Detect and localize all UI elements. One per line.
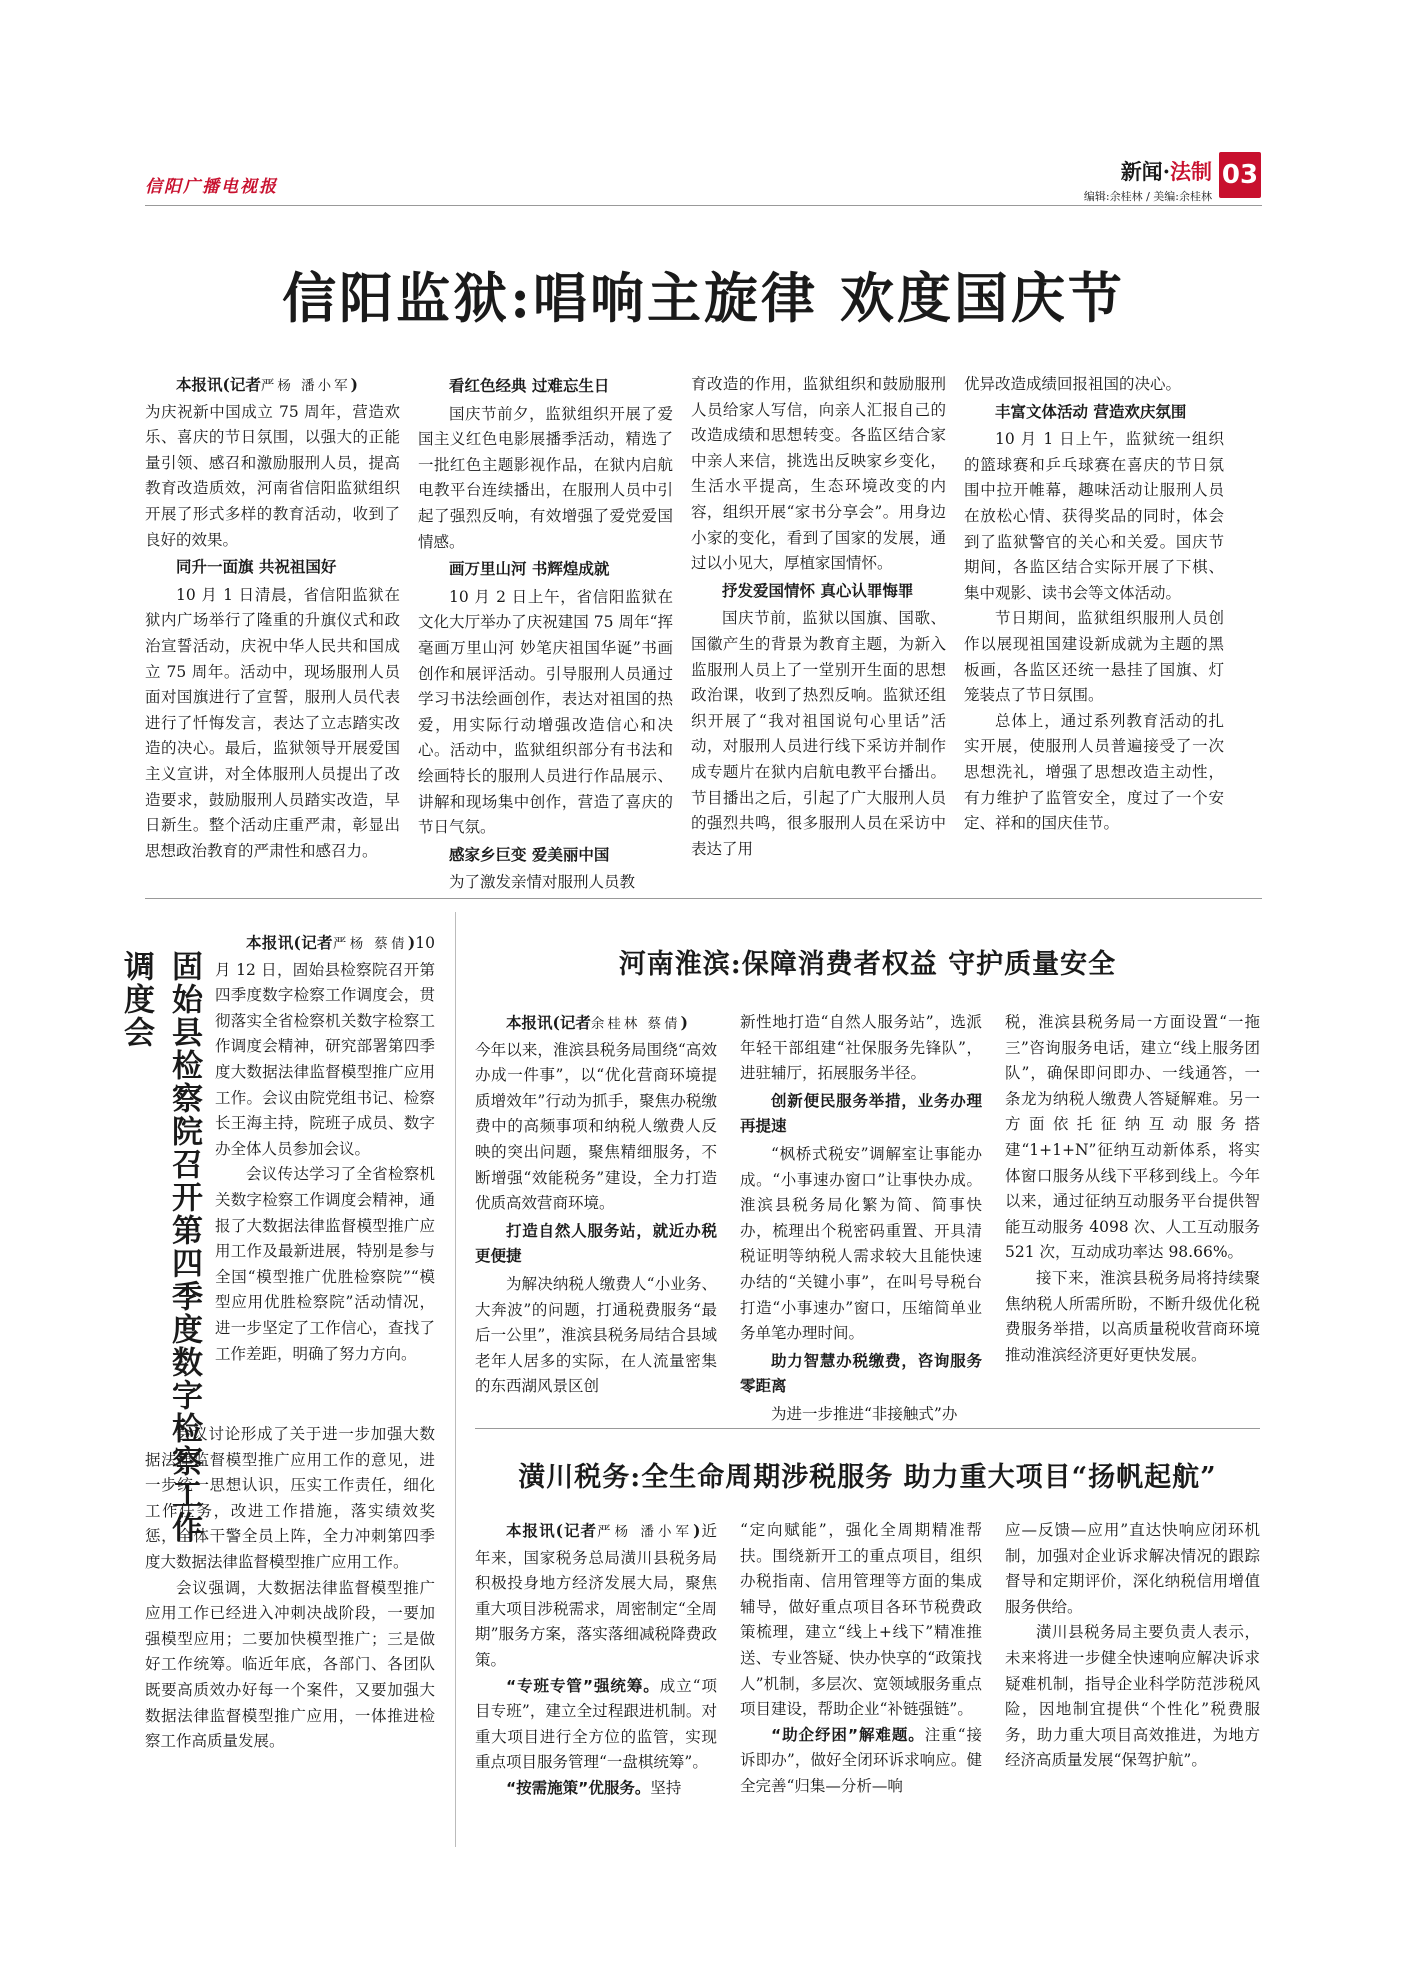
article2-col-bottom [145,1422,435,1755]
article2-col-top [215,930,435,1367]
page-number: 03 [1219,152,1261,198]
header-rule [145,205,1262,206]
subheading: 助力智慧办税缴费，咨询服务零距离 [740,1351,982,1396]
byline-author: 严杨 蔡倩 [332,936,408,952]
paragraph: 节日期间，监狱组织服刑人员创作以展现祖国建设新成就为主题的黑板画，各监区还统一悬挂了国旗、灯笼装点了节日氛围。 [964,609,1224,705]
subheading: 创新便民服务举措，业务办理再提速 [740,1091,982,1136]
paragraph-lead: “助企纾困”解难题。 [771,1725,925,1744]
paragraph: 潢川县税务局主要负责人表示，未来将进一步健全快速响应解决诉求疑难机制，指导企业科学防范涉税风险，因地制宜提供“个性化”税费服务，助力重大项目高效推进，为地方经济高质量发展“保驾护航”。 [1005,1623,1260,1770]
paragraph: 国庆节前夕，监狱组织开展了爱国主义红色电影展播季活动，精选了一批红色主题影视作品，在狱内启航电教平台连续播出，在服刑人员中引起了强烈反响，有效增强了爱党爱国情感。 [418,404,673,551]
article2-title: 固始县检察院召开第四季度数字检察工作调度会 [118,950,202,1544]
paragraph: 为进一步推进“非接触式”办 [771,1404,958,1423]
paragraph: 今年以来，淮滨县税务局围绕“高效办成一件事”，以“优化营商环境提质增效年”行动为抓手，聚焦办税缴费中的高频事项和纳税人缴费人反映的突出问题，聚焦精细服务，不断增强“效能税务”建设，全力打造优质高效营商环境。 [475,1040,717,1213]
section-dot: · [1162,159,1170,184]
article3-col1 [475,1010,717,1400]
article3-col3 [1005,1010,1260,1368]
paragraph-lead: “专班专管”强统筹。 [506,1676,660,1695]
masthead: 信阳广播电视报 [145,177,278,197]
article1-col3 [691,372,946,862]
paragraph: 10 月 1 日清晨，省信阳监狱在狱内广场举行了隆重的升旗仪式和政治宣誓活动，庆祝中华人民共和国成立 75 周年。活动中，现场服刑人员面对国旗进行了宣誓，服刑人员代表进行了忏悔发言，表达了立志踏实改造的决心。最后，监狱领导开展爱国主义宣讲，对全体服刑人员提出了改造要求，鼓励服刑人员踏实改造，早日新生。整个活动庄重严肃，彰显出思想政治教育的严肃性和感召力。 [145,585,400,860]
byline-author: 余桂林 蔡倩 [590,1016,681,1032]
subheading: 抒发爱国情怀 真心认罪悔罪 [722,581,914,600]
paragraph: “定向赋能”，强化全周期精准帮扶。围绕新开工的重点项目，组织办税指南、信用管理等方面的集成辅导，做好重点项目各环节税费政策梳理，建立“线上+线下”精准推送、专业答疑、快办快享的“政策找人”机制，多层次、宽领域服务重点项目建设，帮助企业“补链强链”。 [740,1521,982,1719]
paragraph: 总体上，通过系列教育活动的扎实开展，使服刑人员普遍接受了一次思想洗礼，增强了思想改造主动性，有力维护了监管安全，度过了一个安定、祥和的国庆佳节。 [964,711,1224,833]
paragraph: 新性地打造“自然人服务站”，选派年轻干部组建“社保服务先锋队”，进驻辅厅，拓展服务半径。 [740,1013,982,1083]
article4-title: 潢川税务:全生命周期涉税服务 助力重大项目“扬帆起航” [518,1462,1217,1493]
byline-close: ) [693,1521,701,1540]
paragraph: 会议强调，大数据法律监督模型推广应用工作已经进入冲刺决战阶段，一要加强模型应用；二要加快模型推广；三是做好工作统筹。临近年底，各部门、各团队既要高质效办好每一个案件，又要加强大数据法律监督模型推广应用，一体推进检察工作高质量发展。 [145,1578,435,1751]
section-right: 法制 [1170,159,1212,184]
byline-lead: 本报讯(记者 [246,933,333,952]
paragraph: 育改造的作用，监狱组织和鼓励服刑人员给家人写信，向亲人汇报自己的改造成绩和思想转变。各监区结合家中亲人来信，挑选出反映家乡变化，生活水平提高，生态环境改变的内容，组织开展“家书分享会”。用身边小家的变化，看到了国家的发展，通过以小见大，厚植家国情怀。 [691,375,946,573]
section-divider [145,898,1262,899]
byline-author: 严杨 潘小军 [597,1524,694,1540]
paragraph: 会议讨论形成了关于进一步加强大数据法律监督模型推广应用工作的意见，进一步统一思想认识，压实工作责任，细化工作任务，改进工作措施，落实绩效奖惩，全体干警全员上阵，全力冲刺第四季度大数据法律监督模型推广应用工作。 [145,1425,435,1571]
article3-title: 河南淮滨:保障消费者权益 守护质量安全 [618,949,1117,980]
byline-close: ) [680,1013,688,1032]
paragraph: 注重“接诉即办”，做好全闭环诉求响应。健全完善“归集—分析—响 [740,1725,982,1795]
column-divider [455,912,456,1847]
paragraph: 接下来，淮滨县税务局将持续聚焦纳税人所需所盼，不断升级优化税费服务举措，以高质量税收营商环境推动淮滨经济更好更快发展。 [1005,1268,1260,1364]
article1-col2 [418,372,673,896]
paragraph: 国庆节前，监狱以国旗、国歌、国徽产生的背景为教育主题，为新入监服刑人员上了一堂别开生面的思想政治课，收到了热烈反响。监狱还组织开展了“我对祖国说句心里话”活动，对服刑人员进行线下采访并制作成专题片在狱内启航电教平台播出。节目播出之后，引起了广大服刑人员的强烈共鸣，很多服刑人员在采访中表达了用 [691,609,946,858]
byline-close: ) [350,375,358,394]
byline-lead: 本报讯(记者 [506,1521,598,1540]
paragraph: “枫桥式税安”调解室让事能办成。“小事速办窗口”让事快办成。淮滨县税务局化繁为简、简事快办，梳理出个税密码重置、开具清税证明等纳税人需求较大且能快速办结的“关键小事”，在叫号导税台打造“小事速办”窗口，压缩简单业务单笔办理时间。 [740,1144,982,1343]
paragraph: 税，淮滨县税务局一方面设置“一拖三”咨询服务电话，建立“线上服务团队”，确保即问即办、一线通答，一条龙为纳税人缴费人答疑解难。另一方面依托征纳互动服务搭建“1+1+N”征纳互动新体系，将实体窗口服务从线下平移到线上。今年以来，通过征纳互动服务平台提供智能互动服务 4098 次、人工互动服务 521 次，互动成功率达 98.66%。 [1005,1013,1260,1262]
paragraph: 成立“项目专班”，建立全过程跟进机制。对重大项目进行全方位的监管，实现重点项目服务管理“一盘棋统筹”。 [475,1676,717,1772]
subheading: 同升一面旗 共祝祖国好 [176,558,337,577]
section-divider [475,1428,1260,1429]
paragraph: 应—反馈—应用”直达快响应闭环机制，加强对企业诉求解决情况的跟踪督导和定期评价，深化纳税信用增值服务供给。 [1005,1521,1260,1616]
byline-author: 严杨 潘小军 [260,378,351,394]
subheading: 丰富文体活动 营造欢庆氛围 [995,402,1187,421]
paragraph: 为庆祝新中国成立 75 周年，营造欢乐、喜庆的节日氛围，以强大的正能量引领、感召和激励服刑人员，提高教育改造质效，河南省信阳监狱组织开展了形式多样的教育活动，收到了良好的效果。 [145,402,400,549]
paragraph: 会议传达学习了全省检察机关数字检察工作调度会精神，通报了大数据法律监督模型推广应用工作及最新进展，特别是参与全国“模型推广优胜检察院”“模型应用优胜检察院”活动情况，进一步坚定了工作信心，查找了工作差距，明确了努力方向。 [215,1165,435,1363]
paragraph-lead: “按需施策”优服务。 [506,1778,651,1797]
paragraph: 10 月 2 日上午，省信阳监狱在文化大厅举办了庆祝建国 75 周年“挥毫画万里山河 妙笔庆祖国华诞”书画创作和展评活动。引导服刑人员通过学习书法绘画创作，表达对祖国的热爱，用实际行动增强改造信心和决心。活动中，监狱组织部分有书法和绘画特长的服刑人员进行作品展示、讲解和现场集中创作，营造了喜庆的节日气氛。 [418,587,673,837]
paragraph: 坚持 [650,1778,682,1797]
section-left: 新闻 [1120,159,1163,184]
article1-headline: 信阳监狱:唱响主旋律 欢度国庆节 [282,266,1125,330]
byline-close: ) [407,933,416,952]
byline-lead: 本报讯(记者 [176,375,261,394]
subheading: 画万里山河 书辉煌成就 [449,560,610,579]
byline-lead: 本报讯(记者 [506,1013,591,1032]
paragraph: 近年来，国家税务总局潢川县税务局积极投身地方经济发展大局，聚焦重大项目涉税需求，周密制定“全周期”服务方案，落实落细减税降费政策。 [475,1522,717,1669]
article4-col2 [740,1518,982,1800]
paragraph: 优异改造成绩回报祖国的决心。 [964,375,1182,393]
article3-col2 [740,1010,982,1428]
article1-col4 [964,372,1224,837]
editors-credit: 编辑:余桂林 / 美编:余桂林 [1083,190,1212,203]
article4-col1 [475,1518,717,1802]
paragraph: 为了激发亲情对服刑人员教 [449,873,636,892]
paragraph: 10 月 12 日，固始县检察院召开第四季度数字检察工作调度会，贯彻落实全省检察机关数字检察工作调度会精神，研究部署第四季度大数据法律监督模型推广应用工作。会议由院党组书记、检察长王海主持，院班子成员、数字办全体人员参加会议。 [215,934,435,1158]
subheading: 感家乡巨变 爱美丽中国 [449,845,610,864]
article4-col3 [1005,1518,1260,1774]
paragraph: 10 月 1 日上午，监狱统一组织的篮球赛和乒乓球赛在喜庆的节日氛围中拉开帷幕，趣味活动让服刑人员在放松心情、获得奖品的同时，体会到了监狱警官的关心和关爱。国庆节期间，各监区结合实际开展了下棋、集中观影、读书会等文体活动。 [964,430,1224,602]
article1-col1 [145,372,400,864]
subheading: 看红色经典 过难忘生日 [449,377,610,395]
paragraph: 为解决纳税人缴费人“小业务、大奔波”的问题，打通税费服务“最后一公里”，淮滨县税务局结合县域老年人居多的实际，在人流量密集的东西湖风景区创 [475,1274,717,1396]
subheading: 打造自然人服务站，就近办税更便捷 [475,1221,717,1266]
section-label [1121,156,1212,186]
